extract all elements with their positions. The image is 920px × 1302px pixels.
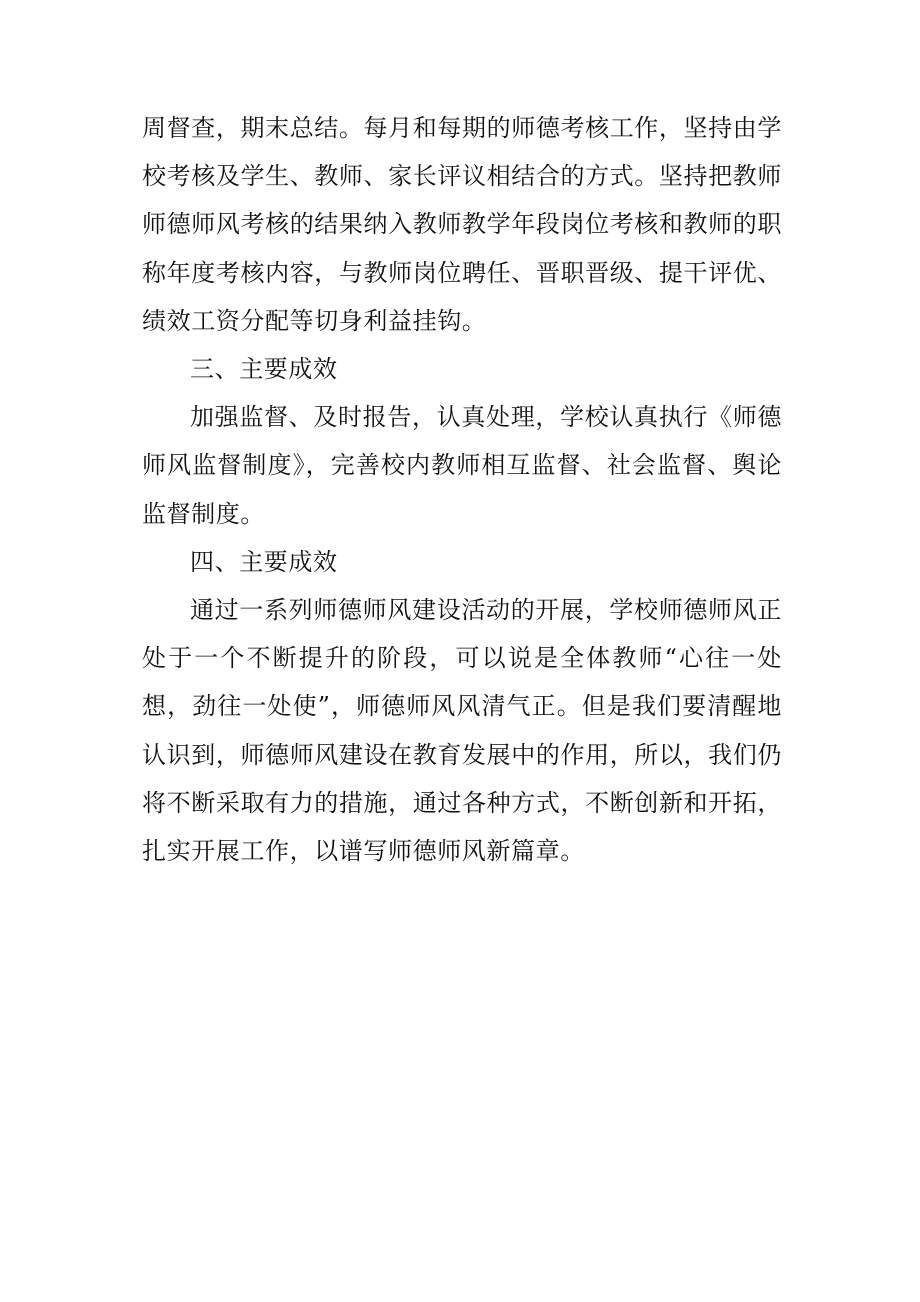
paragraph-continuation: 周督查，期末总结。每月和每期的师德考核工作，坚持由学校考核及学生、教师、家长评议相结合的方式。坚持把教师师德师风考核的结果纳入教师教学年段岗位考核和教师的职称年度考核内容，与教师岗位聘任、晋职晋级、提干评优、绩效工资分配等切身利益挂钩。 <box>142 114 782 335</box>
paragraph-achievements: 通过一系列师德师风建设活动的开展，学校师德师风正处于一个不断提升的阶段，可以说是全体教师“心往一处想，劲往一处使”，师德师风风清气正。但是我们要清醒地认识到，师德师风建设在教育发展中的作用，所以，我们仍将不断采取有力的措施，通过各种方式，不断创新和开拓，扎实开展工作，以谱写师德师风新篇章。 <box>142 596 782 866</box>
section-heading-3: 三、主要成效 <box>190 355 338 384</box>
section-heading-4: 四、主要成效 <box>190 547 338 576</box>
paragraph-supervision: 加强监督、及时报告，认真处理，学校认真执行《师德师风监督制度》，完善校内教师相互监督、社会监督、舆论监督制度。 <box>142 403 782 528</box>
document-body <box>142 104 782 875</box>
